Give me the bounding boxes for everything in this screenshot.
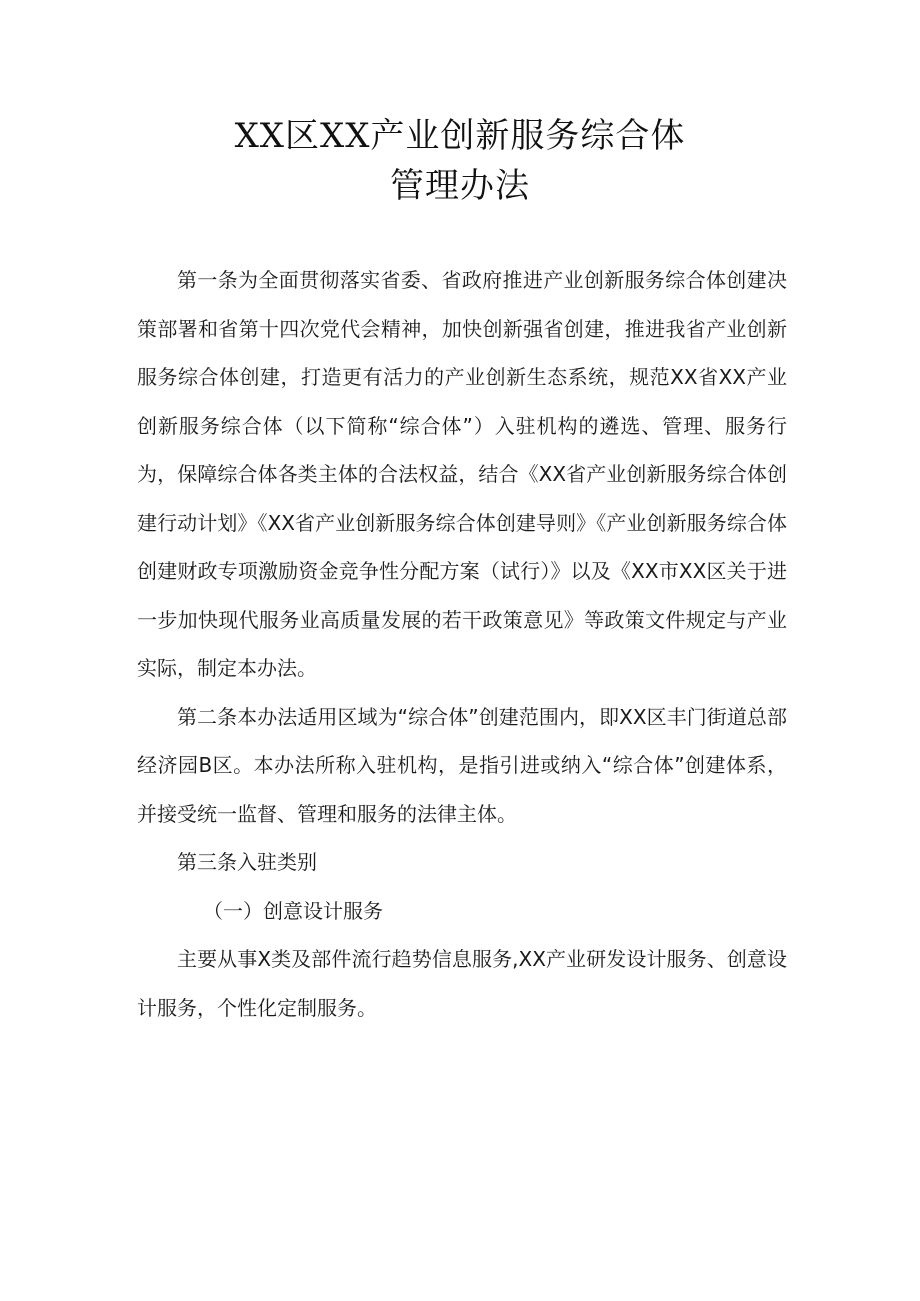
article-2-paragraph: 第二条本办法适用区域为“综合体”创建范围内，即XX区丰门街道总部经济园B区。本办法所称入驻机构，是指引进或纳入“综合体”创建体系，并接受统一监督、管理和服务的法律主体。 (137, 704, 787, 826)
article-1-paragraph: 第一条为全面贯彻落实省委、省政府推进产业创新服务综合体创建决策部署和省第十四次党代会精神，加快创新强省创建，推进我省产业创新服务综合体创建，打造更有活力的产业创新生态系统，规范XX省XX产业创新服务综合体（以下简称“综合体”）入驻机构的遴选、管理、服务行为，保障综合体各类主体的合法权益，结合《XX省产业创新服务综合体创建行动计划》《XX省产业创新服务综合体创建导则》《产业创新服务综合体创建财政专项激励资金竞争性分配方案（试行）》以及《XX市XX区关于进一步加快现代服务业高质量发展的若干政策意见》等政策文件规定与产业实际，制定本办法。 (137, 268, 787, 680)
article-3-heading: 第三条入驻类别 (177, 850, 317, 874)
document-title-line-1: XX区XX产业创新服务综合体 (234, 116, 686, 156)
document-body (137, 256, 787, 1032)
document-title-line-2: 管理办法 (390, 166, 530, 206)
article-3-subsection-1-paragraph: 主要从事X类及部件流行趋势信息服务,XX产业研发设计服务、创意设计服务，个性化定制服务。 (137, 947, 787, 1020)
article-3-subsection-1-heading: （一）创意设计服务 (203, 898, 383, 923)
